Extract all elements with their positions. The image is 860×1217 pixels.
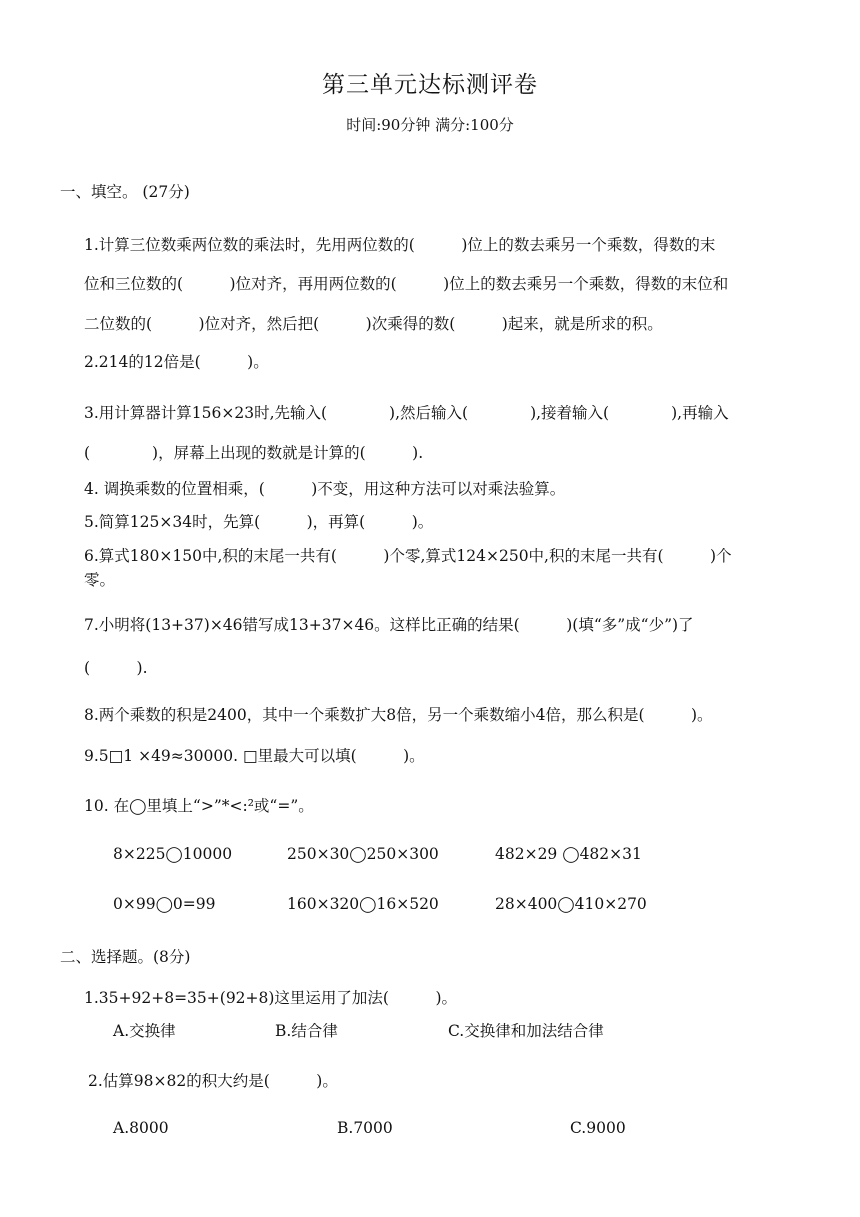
- s2-q2-option-b: B.7000: [337, 1119, 393, 1137]
- section1-heading: 一、填空。 (27分): [60, 183, 190, 201]
- q1-line3: 二位数的( )位对齐，然后把( )次乘得的数( )起来，就是所求的积。: [84, 315, 663, 333]
- q5: 5.简算125×34时，先算( )，再算( )。: [84, 513, 434, 531]
- s2-q2-option-a: A.8000: [113, 1119, 169, 1137]
- q7-line2: ( ).: [84, 659, 148, 677]
- s2-q2-stem: 2.估算98×82的积大约是( )。: [88, 1072, 338, 1090]
- s2-q1-option-b: B.结合律: [275, 1022, 338, 1040]
- s2-q1-option-a: A.交换律: [113, 1022, 176, 1040]
- q4: 4. 调换乘数的位置相乘，( )不变，用这种方法可以对乘法验算。: [84, 480, 566, 498]
- q10-item: 160×320◯16×520: [287, 895, 439, 913]
- s2-q1-stem: 1.35+92+8=35+(92+8)这里运用了加法( )。: [84, 989, 458, 1007]
- q10-instruction: 10. 在◯里填上“>”*<:²或“=”。: [84, 797, 314, 815]
- q1-line2: 位和三位数的( )位对齐，再用两位数的( )位上的数去乘另一个乘数，得数的末位和: [84, 275, 729, 293]
- section2-heading: 二、选择题。(8分): [60, 948, 191, 966]
- q8: 8.两个乘数的积是2400，其中一个乘数扩大8倍，另一个乘数缩小4倍，那么积是( )。: [84, 706, 713, 724]
- q10-item: 28×400◯410×270: [495, 895, 647, 913]
- q10-item: 0×99◯0=99: [113, 895, 216, 913]
- q7-line1: 7.小明将(13+37)×46错写成13+37×46。这样比正确的结果( )(填“多”成“少”)了: [84, 616, 694, 634]
- q9: 9.5□1 ×49≈30000. □里最大可以填( )。: [84, 747, 425, 765]
- q2: 2.214的12倍是( )。: [84, 353, 269, 371]
- q6-line1: 6.算式180×150中,积的末尾一共有( )个零,算式124×250中,积的末尾一共有( )个: [84, 547, 732, 565]
- q10-item: 482×29 ◯482×31: [495, 845, 642, 863]
- page-title: 第三单元达标测评卷: [322, 72, 538, 98]
- time-and-score: 时间:90分钟 满分:100分: [346, 116, 514, 134]
- q1-line1: 1.计算三位数乘两位数的乘法时，先用两位数的( )位上的数去乘另一个乘数，得数的末: [84, 236, 716, 254]
- q3-line2: ( )，屏幕上出现的数就是计算的( ).: [84, 444, 424, 462]
- s2-q1-option-c: C.交换律和加法结合律: [448, 1022, 604, 1040]
- q10-item: 8×225◯10000: [113, 845, 233, 863]
- q6-line2: 零。: [84, 571, 116, 589]
- q10-item: 250×30◯250×300: [287, 845, 439, 863]
- q3-line1: 3.用计算器计算156×23时,先输入( ),然后输入( ),接着输入( ),再输入: [84, 404, 729, 422]
- s2-q2-option-c: C.9000: [570, 1119, 626, 1137]
